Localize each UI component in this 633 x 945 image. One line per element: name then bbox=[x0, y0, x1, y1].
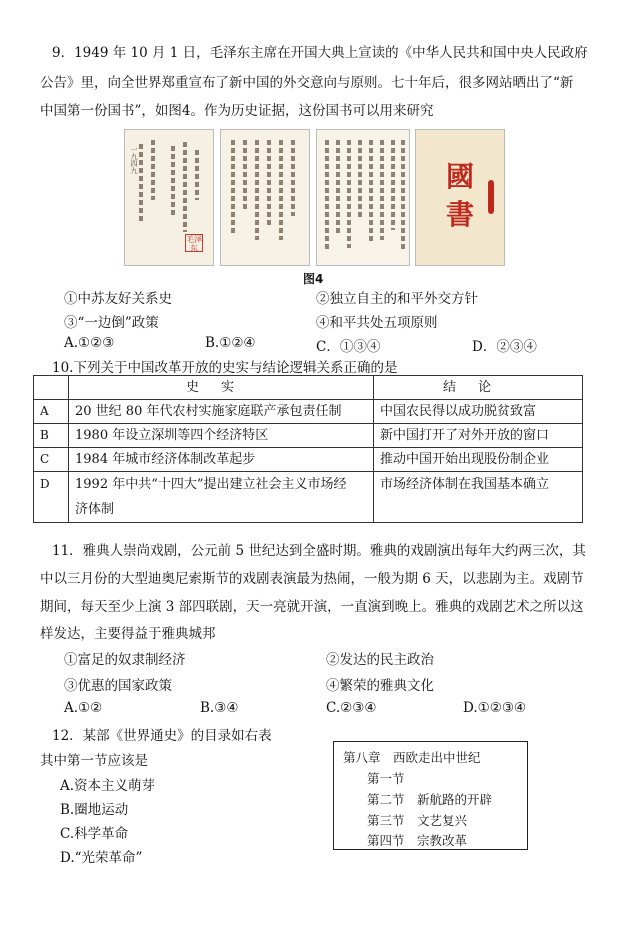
toc-section-1: 第一节 bbox=[367, 771, 405, 786]
toc-section-3: 第三节 文艺复兴 bbox=[367, 813, 468, 828]
q12-choice-b[interactable]: B.圈地运动 bbox=[60, 802, 129, 818]
q9-item-4: ④和平共处五项原则 bbox=[316, 315, 438, 331]
table-row bbox=[34, 424, 583, 448]
q12-choice-a[interactable]: A.资本主义萌芽 bbox=[60, 778, 156, 794]
q9-stem-line-3: 中国第一份国书”，如图4。作为历史证据，这份国书可以用来研究 bbox=[40, 103, 434, 119]
guoshu-text: 國書 bbox=[445, 160, 474, 231]
row-conclusion: 中国农民得以成功脱贫致富 bbox=[374, 400, 583, 424]
toc-section-4: 第四节 宗教改革 bbox=[367, 833, 468, 848]
q9-choice-c[interactable]: C．①③④ bbox=[316, 339, 381, 355]
seal-text: 毛泽东 bbox=[186, 235, 202, 253]
q11-stem-line-1: 11．雅典人崇尚戏剧，公元前 5 世纪达到全盛时期。雅典的戏剧演出每年大约两三次，其 bbox=[52, 543, 586, 559]
table-of-contents-box bbox=[333, 741, 528, 850]
q12-stem-line-2: 其中第一节应该是 bbox=[40, 753, 148, 769]
q11-item-1: ①富足的奴隶制经济 bbox=[64, 652, 186, 668]
credential-image-page-2 bbox=[220, 129, 310, 266]
row-conclusion: 新中国打开了对外开放的窗口 bbox=[374, 424, 583, 448]
seal-icon bbox=[185, 234, 203, 252]
q9-item-3: ③“一边倒”政策 bbox=[64, 315, 159, 331]
table-row bbox=[34, 400, 583, 424]
q11-choice-d[interactable]: D.①②③④ bbox=[463, 700, 527, 716]
row-label: C bbox=[34, 448, 69, 472]
q9-choice-b[interactable]: B.①②④ bbox=[205, 335, 256, 351]
q10-stem: 10.下列关于中国改革开放的史实与结论逻辑关系正确的是 bbox=[52, 360, 398, 376]
q9-stem-line-2: 公告》里，向全世界郑重宣布了新中国的外交意向与原则。七十年后，很多网站晒出了“新 bbox=[40, 75, 574, 91]
table-row bbox=[34, 472, 583, 523]
q9-item-1: ①中苏友好关系史 bbox=[64, 291, 172, 307]
q11-stem-line-3: 期间，每天至少上演 3 部四联剧，天一亮就开演，一直演到晚上。雅典的戏剧艺术之所以这 bbox=[40, 599, 584, 615]
row-conclusion: 推动中国开始出现股份制企业 bbox=[374, 448, 583, 472]
table-row bbox=[34, 448, 583, 472]
row-fact bbox=[69, 472, 374, 523]
tassel-icon bbox=[488, 180, 494, 214]
row-label: B bbox=[34, 424, 69, 448]
q11-choice-b[interactable]: B.③④ bbox=[200, 700, 239, 716]
guoshu-cover-image bbox=[415, 129, 505, 266]
header-fact: 史实 bbox=[69, 376, 374, 400]
row-fact: 1984 年城市经济体制改革起步 bbox=[69, 448, 374, 472]
q12-stem-line-1: 12．某部《世界通史》的目录如右表 bbox=[52, 728, 272, 744]
q12-choice-c[interactable]: C.科学革命 bbox=[60, 826, 129, 842]
credential-image-page-1 bbox=[124, 129, 214, 266]
q11-choice-c[interactable]: C.②③④ bbox=[326, 700, 377, 716]
header-conclusion: 结论 bbox=[374, 376, 583, 400]
toc-section-2: 第二节 新航路的开辟 bbox=[367, 792, 493, 807]
row-fact-line-1: 1992 年中共“十四大”提出建立社会主义市场经 bbox=[75, 477, 347, 492]
header-label-cell bbox=[34, 376, 69, 400]
q11-choice-a[interactable]: A.①② bbox=[64, 700, 103, 716]
q9-choice-a[interactable]: A.①②③ bbox=[64, 335, 115, 351]
row-fact: 1980 年设立深圳等四个经济特区 bbox=[69, 424, 374, 448]
q12-choice-d[interactable]: D.“光荣革命” bbox=[60, 850, 143, 866]
row-label: A bbox=[34, 400, 69, 424]
q9-choice-d[interactable]: D．②③④ bbox=[472, 339, 537, 355]
q11-stem-line-4: 样发达，主要得益于雅典城邦 bbox=[40, 626, 216, 642]
q10-table bbox=[33, 375, 583, 523]
toc-chapter: 第八章 西欧走出中世纪 bbox=[343, 750, 481, 765]
row-fact-line-2: 济体制 bbox=[75, 502, 115, 517]
row-conclusion: 市场经济体制在我国基本确立 bbox=[374, 472, 583, 523]
row-label: D bbox=[34, 472, 69, 523]
q11-item-2: ②发达的民主政治 bbox=[326, 652, 434, 668]
q11-item-4: ④繁荣的雅典文化 bbox=[326, 678, 434, 694]
table-header-row bbox=[34, 376, 583, 400]
q9-item-2: ②独立自主的和平外交方针 bbox=[316, 291, 478, 307]
q9-stem-line-1: 9．1949 年 10 月 1 日，毛泽东主席在开国大典上宣读的《中华人民共和国中央人民政府 bbox=[52, 45, 588, 61]
credential-image-page-3 bbox=[316, 129, 410, 266]
figure-caption: 图4 bbox=[303, 272, 324, 286]
date-text: 一九四九 bbox=[130, 146, 138, 174]
row-fact: 20 世纪 80 年代农村实施家庭联产承包责任制 bbox=[69, 400, 374, 424]
q11-stem-line-2: 中以三月份的大型迪奥尼索斯节的戏剧表演最为热闹，一般为期 6 天，以悲剧为主。戏剧节 bbox=[40, 571, 584, 587]
q11-item-3: ③优惠的国家政策 bbox=[64, 678, 172, 694]
